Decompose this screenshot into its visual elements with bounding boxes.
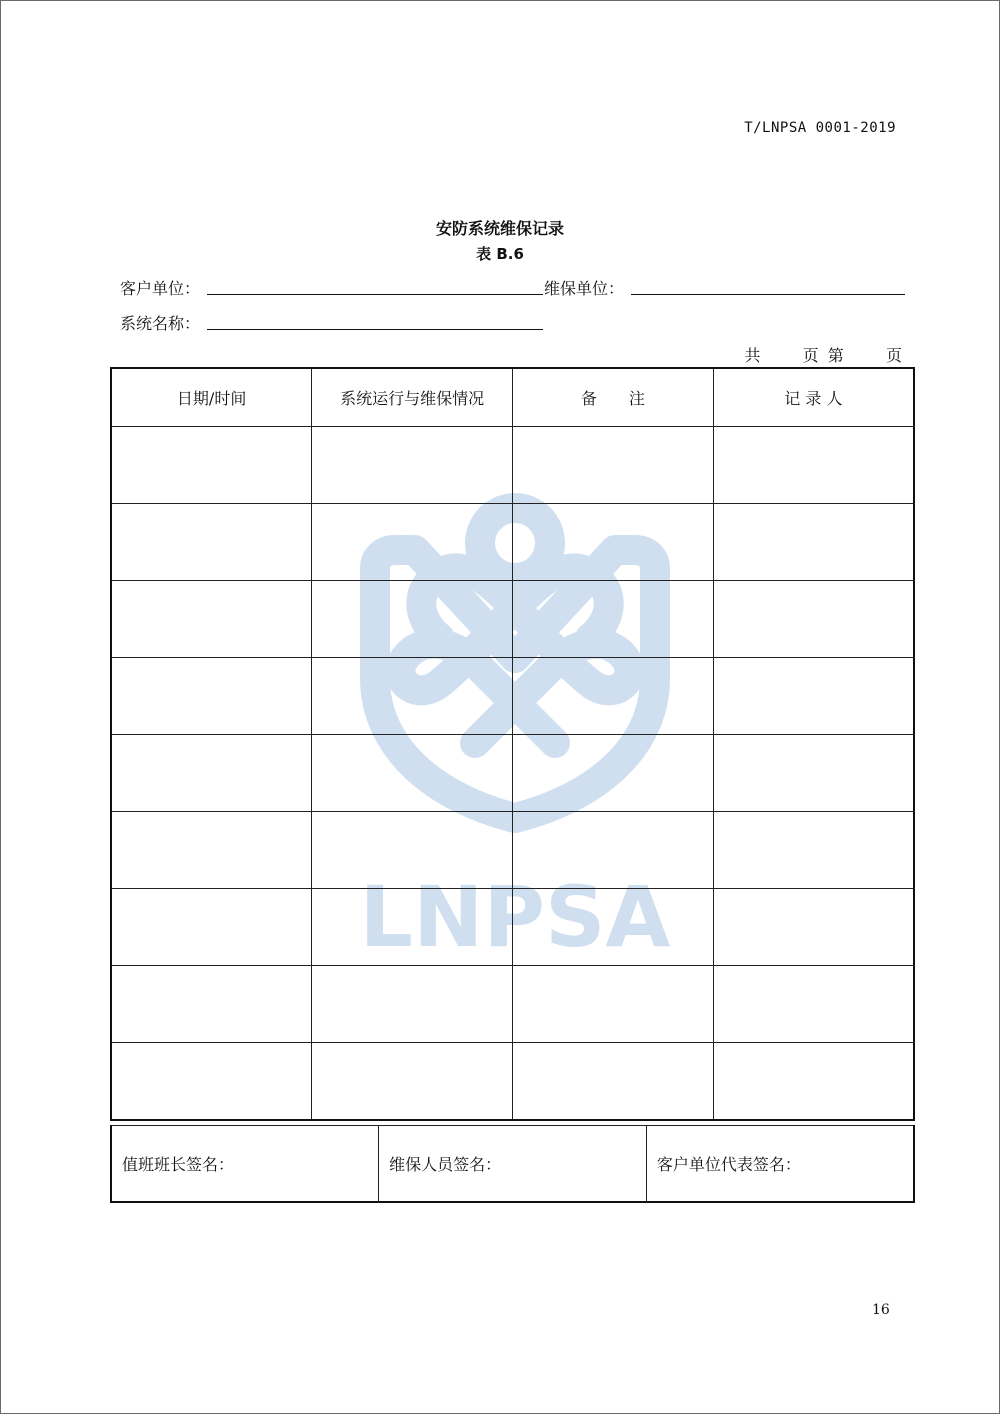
operation-status-cell[interactable]: [312, 581, 513, 658]
table-row: [111, 812, 914, 889]
remarks-cell[interactable]: [513, 1043, 714, 1121]
table-header-row: [111, 368, 914, 427]
operation-status-cell[interactable]: [312, 966, 513, 1043]
header-remarks: 备 注: [513, 368, 714, 427]
customer-rep-signature[interactable]: 客户单位代表签名：: [646, 1126, 914, 1203]
remarks-cell[interactable]: [513, 735, 714, 812]
operation-status-cell[interactable]: [312, 658, 513, 735]
nth-label: 第: [827, 346, 846, 365]
remarks-cell[interactable]: [513, 966, 714, 1043]
maintenance-record-table: [110, 367, 915, 1121]
recorder-cell[interactable]: [713, 581, 914, 658]
datetime-cell[interactable]: [111, 427, 312, 504]
page-label: 页: [802, 346, 821, 365]
document-code: T/LNPSA 0001-2019: [744, 120, 896, 136]
table-row: [111, 1043, 914, 1121]
maintenance-unit-field[interactable]: [631, 294, 905, 295]
customer-unit-field[interactable]: [207, 294, 543, 295]
recorder-cell[interactable]: [713, 735, 914, 812]
recorder-cell[interactable]: [713, 427, 914, 504]
header-recorder: 记 录 人: [713, 368, 914, 427]
table-row: [111, 427, 914, 504]
recorder-cell[interactable]: [713, 1043, 914, 1121]
datetime-cell[interactable]: [111, 966, 312, 1043]
recorder-cell[interactable]: [713, 889, 914, 966]
table-row: [111, 581, 914, 658]
datetime-cell[interactable]: [111, 1043, 312, 1121]
datetime-cell[interactable]: [111, 889, 312, 966]
recorder-cell[interactable]: [713, 812, 914, 889]
operation-status-cell[interactable]: [312, 504, 513, 581]
remarks-cell[interactable]: [513, 889, 714, 966]
remarks-cell[interactable]: [513, 427, 714, 504]
form-subtitle: 表 B.6: [476, 245, 524, 263]
operation-status-cell[interactable]: [312, 1043, 513, 1121]
remarks-cell[interactable]: [513, 504, 714, 581]
remarks-cell[interactable]: [513, 581, 714, 658]
remarks-cell[interactable]: [513, 812, 714, 889]
page-label-2: 页: [885, 346, 904, 365]
datetime-cell[interactable]: [111, 658, 312, 735]
datetime-cell[interactable]: [111, 812, 312, 889]
watermark-text: LNPSA: [359, 868, 671, 958]
table-row: [111, 504, 914, 581]
header-operation-status: 系统运行与维保情况: [312, 368, 513, 427]
recorder-cell[interactable]: [713, 658, 914, 735]
customer-unit-label: 客户单位：: [120, 279, 201, 298]
maintenance-unit-label: 维保单位：: [544, 279, 625, 298]
table-row: [111, 966, 914, 1043]
system-name-label: 系统名称：: [120, 314, 201, 333]
maintenance-staff-signature[interactable]: 维保人员签名：: [379, 1126, 647, 1203]
operation-status-cell[interactable]: [312, 735, 513, 812]
shift-leader-signature[interactable]: 值班班长签名：: [111, 1126, 379, 1203]
operation-status-cell[interactable]: [312, 889, 513, 966]
page-count: [744, 343, 904, 366]
page-number: 16: [872, 1302, 890, 1318]
datetime-cell[interactable]: [111, 735, 312, 812]
operation-status-cell[interactable]: [312, 812, 513, 889]
table-row: [111, 735, 914, 812]
table-row: [111, 889, 914, 966]
recorder-cell[interactable]: [713, 966, 914, 1043]
header-datetime: 日期/时间: [111, 368, 312, 427]
datetime-cell[interactable]: [111, 504, 312, 581]
table-row: [111, 658, 914, 735]
remarks-cell[interactable]: [513, 658, 714, 735]
system-name-field[interactable]: [207, 329, 543, 330]
recorder-cell[interactable]: [713, 504, 914, 581]
form-title: 安防系统维保记录: [435, 219, 564, 238]
datetime-cell[interactable]: [111, 581, 312, 658]
operation-status-cell[interactable]: [312, 427, 513, 504]
signature-table: [110, 1125, 915, 1203]
total-label: 共: [744, 346, 763, 365]
